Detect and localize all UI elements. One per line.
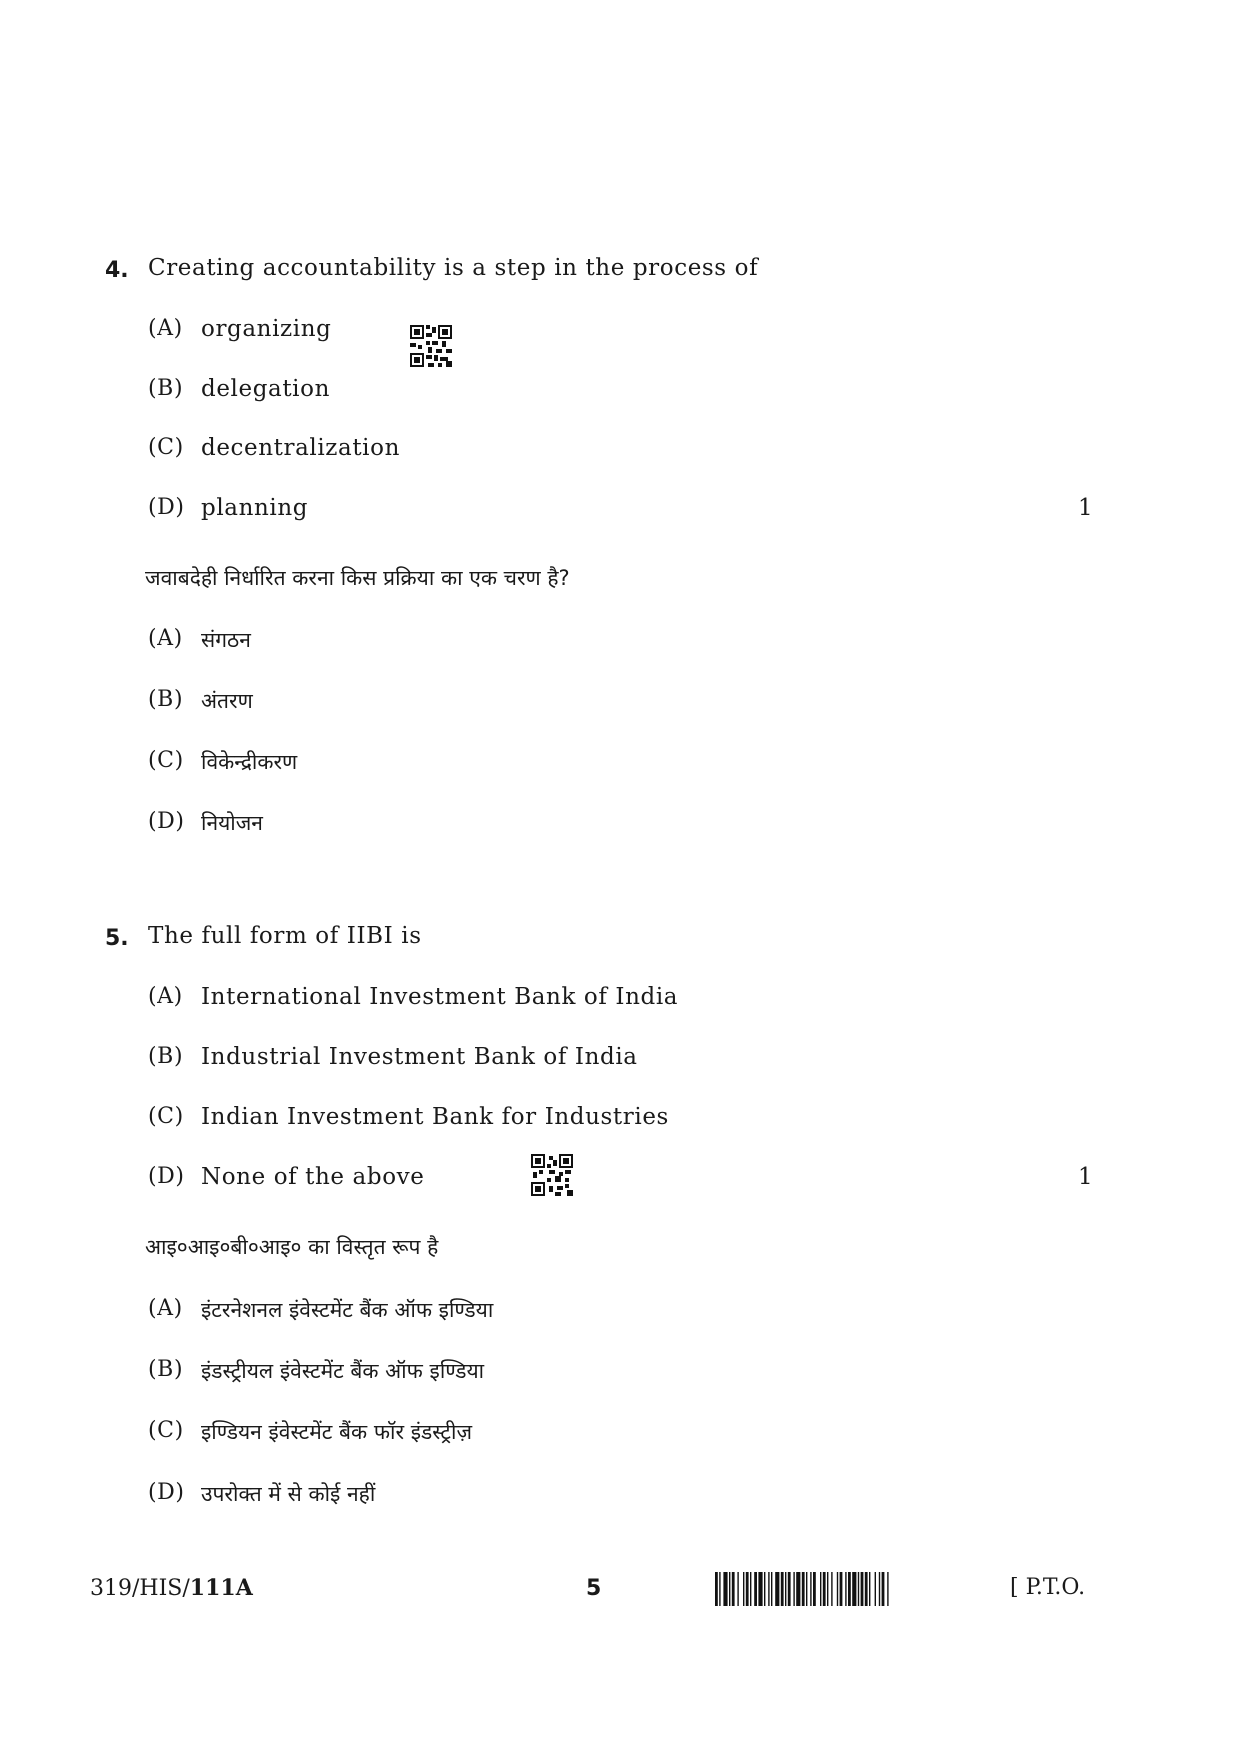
option-label: (C) [148, 1418, 184, 1443]
option-label: (C) [148, 435, 184, 460]
option-text: Industrial Investment Bank of India [201, 1044, 638, 1070]
option-label: (D) [148, 1164, 185, 1189]
option-label: (D) [148, 495, 185, 520]
option-text-hindi: इंडस्ट्रीयल इंवेस्टमेंट बैंक ऑफ इण्डिया [201, 1359, 485, 1383]
option-text-hindi: विकेन्द्रीकरण [201, 750, 298, 774]
marks: 1 [1078, 495, 1094, 521]
question-text-hindi: जवाबदेही निर्धारित करना किस प्रक्रिया का एक चरण है? [145, 566, 570, 590]
qr-code-icon [410, 325, 452, 367]
qr-code-icon [531, 1154, 573, 1196]
option-label: (C) [148, 1104, 184, 1129]
question-text: Creating accountability is a step in the process of [148, 255, 759, 281]
paper-code-bold: 111A [189, 1575, 253, 1601]
option-text: None of the above [201, 1164, 425, 1190]
option-label: (B) [148, 1357, 184, 1382]
option-label: (A) [148, 1296, 183, 1321]
option-label: (A) [148, 626, 183, 651]
option-text: planning [201, 495, 309, 521]
option-label: (C) [148, 748, 184, 773]
option-text: Indian Investment Bank for Industries [201, 1104, 669, 1130]
option-label: (D) [148, 1480, 185, 1505]
option-text-hindi: संगठन [201, 628, 251, 652]
question-text: The full form of IIBI is [148, 923, 422, 949]
option-label: (B) [148, 687, 184, 712]
option-text-hindi: नियोजन [201, 811, 263, 835]
option-text: International Investment Bank of India [201, 984, 679, 1010]
option-text: organizing [201, 316, 332, 342]
option-text-hindi: इण्डियन इंवेस्टमेंट बैंक फॉर इंडस्ट्रीज़ [201, 1420, 473, 1444]
option-text-hindi: अंतरण [201, 689, 253, 713]
paper-code [90, 1575, 253, 1601]
page-number: 5 [586, 1576, 602, 1601]
option-label: (B) [148, 376, 184, 401]
option-label: (D) [148, 809, 185, 834]
option-label: (A) [148, 316, 183, 341]
paper-code-prefix: 319/HIS/ [90, 1576, 190, 1601]
option-label: (A) [148, 984, 183, 1009]
pto-label: [ P.T.O. [1010, 1575, 1086, 1600]
option-label: (B) [148, 1044, 184, 1069]
option-text-hindi: उपरोक्त में से कोई नहीं [201, 1482, 376, 1506]
option-text-hindi: इंटरनेशनल इंवेस्टमेंट बैंक ऑफ इण्डिया [201, 1298, 494, 1322]
question-number: 5. [105, 926, 129, 951]
marks: 1 [1078, 1164, 1094, 1190]
question-number: 4. [105, 258, 129, 283]
question-text-hindi: आइ०आइ०बी०आइ० का विस्तृत रूप है [145, 1235, 439, 1259]
option-text: delegation [201, 376, 330, 402]
barcode-icon [715, 1572, 995, 1606]
option-text: decentralization [201, 435, 400, 461]
